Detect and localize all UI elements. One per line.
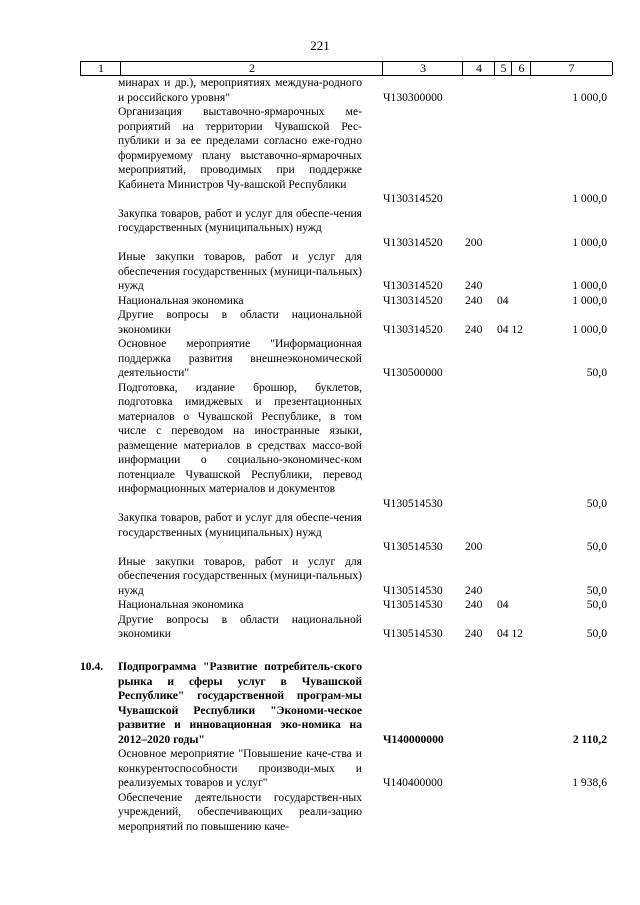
row-rz: 04 <box>497 293 509 307</box>
row-sum: 1 938,6 <box>572 776 607 789</box>
row-description: Подпрограмма "Развитие потребитель-ского рынка и сферы услуг в Чувашской Республике" государственной програм-мы Чувашской Республики "Экономи-ческое развитие и инновационная эко-номика на 2012–2020 годы" <box>118 660 362 746</box>
header-col-6: 6 <box>511 62 531 75</box>
header-col-5: 5 <box>494 62 512 75</box>
row-code: Ч140400000 <box>383 776 443 789</box>
row-code: Ч130314520 <box>383 293 443 307</box>
row-code: Ч130314520 <box>383 322 443 336</box>
row-rz: 04 12 <box>497 627 524 640</box>
row-number: 10.4. <box>80 660 104 673</box>
row-vr: 200 <box>465 235 483 249</box>
row-description: Организация выставочно-ярмарочных ме-роприятий на территории Чувашской Рес-публики и за ее пределами согласно еже-годно формируемому плану выставочно-ярмарочных мероприятий, проводимых при поддержке Кабинета Министров Чу-вашской Республики <box>118 105 362 191</box>
row-description: Иные закупки товаров, работ и услуг для обеспечения государственных (муници-пальных) нужд <box>118 250 362 292</box>
row-description: Закупка товаров, работ и услуг для обеспе-чения государственных (муниципальных) нужд <box>118 511 362 539</box>
row-vr: 240 <box>465 279 483 292</box>
row-vr: 240 <box>465 322 483 336</box>
row-description: Обеспечение деятельности государствен-ных учреждений, обеспечивающих реали-зацию мероприятий по повышению каче- <box>118 790 362 833</box>
row-sum: 1 000,0 <box>572 192 607 205</box>
row-code: Ч140000000 <box>383 732 444 746</box>
row-rz: 04 <box>497 598 509 611</box>
row-description: Основное мероприятие "Повышение каче-ства и конкурентоспособности производи-мых и реализуемых товаров и услуг" <box>118 747 362 789</box>
row-vr: 200 <box>465 540 483 553</box>
row-sum: 50,0 <box>586 583 607 597</box>
row-description: Национальная экономика <box>118 293 244 307</box>
row-description: Другие вопросы в области национальной экономики <box>118 308 362 336</box>
row-description: Основное мероприятие "Информационная поддержка развития внешнеэкономической деятельности" <box>118 337 362 379</box>
row-code: Ч130314520 <box>383 235 443 249</box>
row-sum: 1 000,0 <box>572 90 607 104</box>
row-sum: 2 110,2 <box>572 732 607 746</box>
row-sum: 1 000,0 <box>572 322 607 336</box>
page-number: 221 <box>310 38 330 53</box>
row-description: Подготовка, издание брошюр, буклетов, подготовка имиджевых и презентационных материалов о Чувашской Республике, в том числе с переводом на иностранные языки, размещение материалов в средствах массо-вой информации о социально-экономичес-ком потенциале Чувашской Республики, перевод информационных материалов и документов <box>118 380 362 495</box>
row-code: Ч130514530 <box>383 540 443 553</box>
row-vr: 240 <box>465 627 483 640</box>
row-code: Ч130514530 <box>383 496 443 510</box>
row-sum: 1 000,0 <box>572 235 607 249</box>
row-code: Ч130300000 <box>383 90 443 104</box>
row-description: Закупка товаров, работ и услуг для обеспе-чения государственных (муниципальных) нужд <box>118 206 362 234</box>
header-col-7: 7 <box>530 62 613 75</box>
row-sum: 50,0 <box>586 496 607 510</box>
row-sum: 50,0 <box>586 598 607 611</box>
table-header <box>80 61 612 76</box>
row-code: Ч130500000 <box>383 366 443 379</box>
row-sum: 50,0 <box>586 627 607 640</box>
row-code: Ч130514530 <box>383 627 443 640</box>
row-code: Ч130314520 <box>383 279 443 292</box>
row-rz: 04 12 <box>497 322 524 336</box>
row-code: Ч130314520 <box>383 192 443 205</box>
row-code: Ч130514530 <box>383 583 443 597</box>
row-description: Национальная экономика <box>118 598 244 611</box>
row-sum: 1 000,0 <box>572 293 607 307</box>
header-col-3: 3 <box>382 62 463 75</box>
row-vr: 240 <box>465 293 483 307</box>
header-col-2: 2 <box>120 62 383 75</box>
row-vr: 240 <box>465 598 483 611</box>
row-code: Ч130514530 <box>383 598 443 611</box>
header-col-1: 1 <box>80 62 121 75</box>
row-sum: 1 000,0 <box>572 279 607 292</box>
row-vr: 240 <box>465 583 483 597</box>
row-description: Иные закупки товаров, работ и услуг для обеспечения государственных (муници-пальных) нужд <box>118 554 362 597</box>
row-sum: 50,0 <box>586 366 607 379</box>
row-description: Другие вопросы в области национальной экономики <box>118 612 362 640</box>
row-sum: 50,0 <box>586 540 607 553</box>
header-col-4: 4 <box>462 62 495 75</box>
row-description: минарах и др.), мероприятиях междуна-родного и российского уровня" <box>118 76 362 104</box>
